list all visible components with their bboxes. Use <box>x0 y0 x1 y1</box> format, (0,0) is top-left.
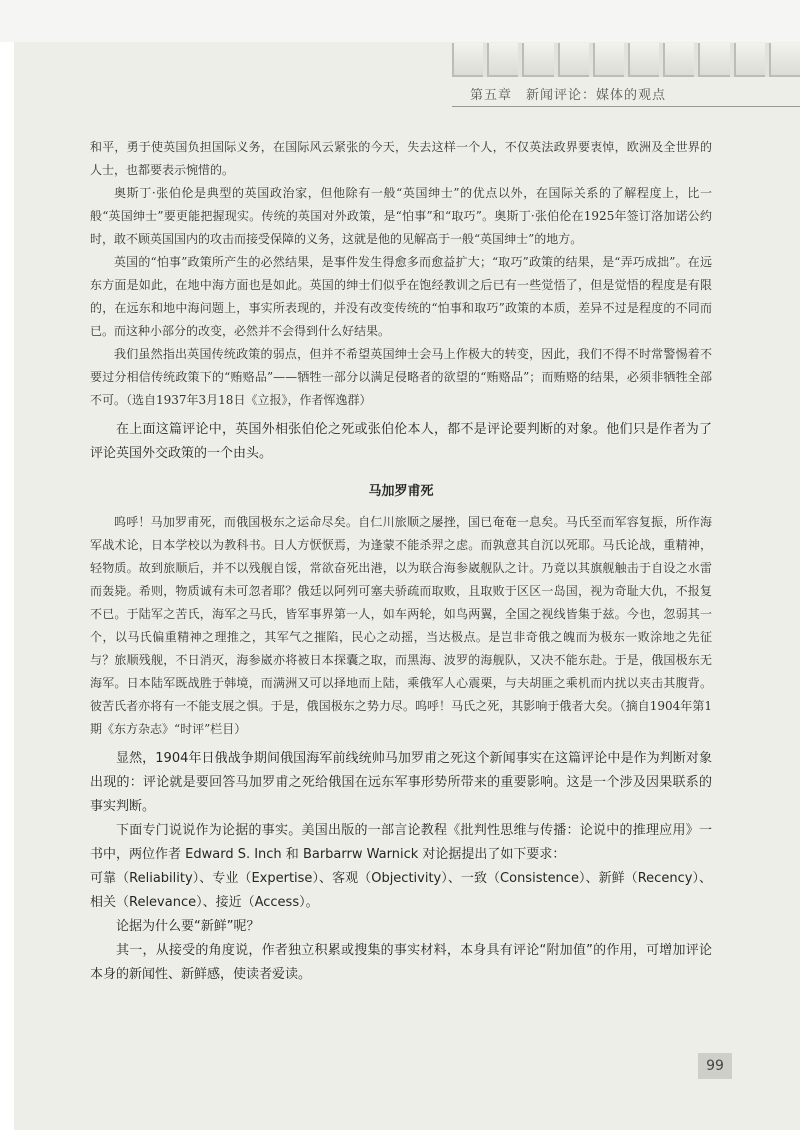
quote-block-chamberlain <box>90 136 712 412</box>
page-number: 99 <box>698 1053 732 1079</box>
body-paragraph: 显然，1904年日俄战争期间俄国海军前线统帅马加罗甫之死这个新闻事实在这篇评论中是作为判断对象出现的：评论就是要回答马加罗甫之死给俄国在远东军事形势所带来的重要影响。这是一个涉及因果联系的事实判断。 <box>90 751 712 814</box>
header-rule <box>452 106 800 107</box>
scan-top-margin <box>0 0 800 42</box>
quote-paragraph: 呜呼！马加罗甫死，而俄国极东之运命尽矣。自仁川旅顺之屡挫，国已奄奄一息矣。马氏至而军容复振，所作海军战术论，日本学校以为教科书。日人方恹恹焉，为逢蒙不能杀羿之虑。而孰意其自沉以死耶。马氏论战，重精神，轻物质。故到旅顺后，并不以残舰自馁，常欲奋死出港，以为联合海参崴舰队之计。乃竟以其旗舰触击于自设之水雷而轰毙。希则，物质诚有未可忽者耶？俄廷以阿列可塞夫骄疏而取败，且取败于区区一岛国，视为奇耻大仇，不报复不已。于陆军之苦氏，海军之马氏，皆军事界第一人，如车两轮，如鸟两翼，全国之视线皆集于兹。今也，忽弱其一个，以马氏偏重精神之理推之，其军气之摧陷，民心之动摇，当达极点。是岂非奇俄之魄而为极东一败涂地之先征与？旅顺残舰，不日消灭，海参崴亦将被日本探囊之取，而黑海、波罗的海舰队，又决不能东赴。于是，俄国极东无海军。日本陆军既战胜于韩境，而满洲又可以择地而上陆，乘俄军人心震栗，与夫胡匪之乘机而内扰以夹击其腹背。彼苦氏者亦将有一不能支展之惧。于是，俄国极东之势力尽。呜呼！马氏之死，其影响于俄者大矣。（摘自1904年第1期《东方杂志》“时评”栏目） <box>90 515 712 736</box>
page-content <box>90 136 712 987</box>
quote-paragraph: 英国的“怕事”政策所产生的必然结果，是事件发生得愈多而愈益扩大；“取巧”政策的结果，是“弄巧成拙”。在远东方面是如此，在地中海方面也是如此。英国的绅士们似乎在饱经教训之后已有一些觉悟了，但是觉悟的程度是有限的，在远东和地中海问题上，事实所表现的，并没有改变传统的“怕事和取巧”政策的本质，差异不过是程度的不同而已。而这种小部分的改变，必然并不会得到什么好结果。 <box>90 255 712 338</box>
running-head: 第五章 新闻评论：媒体的观点 <box>470 88 667 103</box>
quote-block-makarov <box>90 511 712 741</box>
body-block-1 <box>90 418 712 466</box>
body-block-2 <box>90 747 712 987</box>
header-decoration <box>452 43 800 77</box>
quote-paragraph: 奥斯丁·张伯伦是典型的英国政治家，但他除有一般“英国绅士”的优点以外，在国际关系的了解程度上，比一般“英国绅士”要更能把握现实。传统的英国对外政策，是“怕事”和“取巧”。奥斯丁·张伯伦在1925年签订洛加诺公约时，敢不顾英国国内的攻击而接受保障的义务，这就是他的见解高于一般“英国绅士”的地方。 <box>90 186 712 246</box>
quote-paragraph: 和平，勇于使英国负担国际义务，在国际风云紧张的今天，失去这样一个人，不仅英法政界要衷悼，欧洲及全世界的人士，也都要表示惋惜的。 <box>90 140 712 177</box>
section-title: 马加罗甫死 <box>368 484 434 499</box>
body-paragraph: 下面专门说说作为论据的事实。美国出版的一部言论教程《批判性思维与传播：论说中的推理应用》一书中，两位作者 Edward S. Inch 和 Barbarrw Warnick 对论据提出了如下要求： <box>90 823 712 862</box>
quote-paragraph: 我们虽然指出英国传统政策的弱点，但并不希望英国绅士会马上作极大的转变，因此，我们不得不时常警惕着不要过分相信传统政策下的“贿赂品”——牺牲一部分以满足侵略者的欲望的“贿赂品”；而贿赂的结果，必须非牺牲全部不可。（选自1937年3月18日《立报》，作者恽逸群） <box>90 347 712 407</box>
body-paragraph: 在上面这篇评论中，英国外相张伯伦之死或张伯伦本人，都不是评论要判断的对象。他们只是作者为了评论英国外交政策的一个由头。 <box>90 422 712 461</box>
body-paragraph: 论据为什么要“新鲜”呢？ <box>116 919 260 934</box>
body-paragraph: 其一，从接受的角度说，作者独立积累或搜集的事实材料，本身具有评论“附加值”的作用，可增加评论本身的新闻性、新鲜感，使读者爱读。 <box>90 943 712 982</box>
body-paragraph: 可靠（Reliability）、专业（Expertise）、客观（Objectivity）、一致（Consistence）、新鲜（Recency）、相关（Relevance）、接近（Access）。 <box>90 871 712 910</box>
